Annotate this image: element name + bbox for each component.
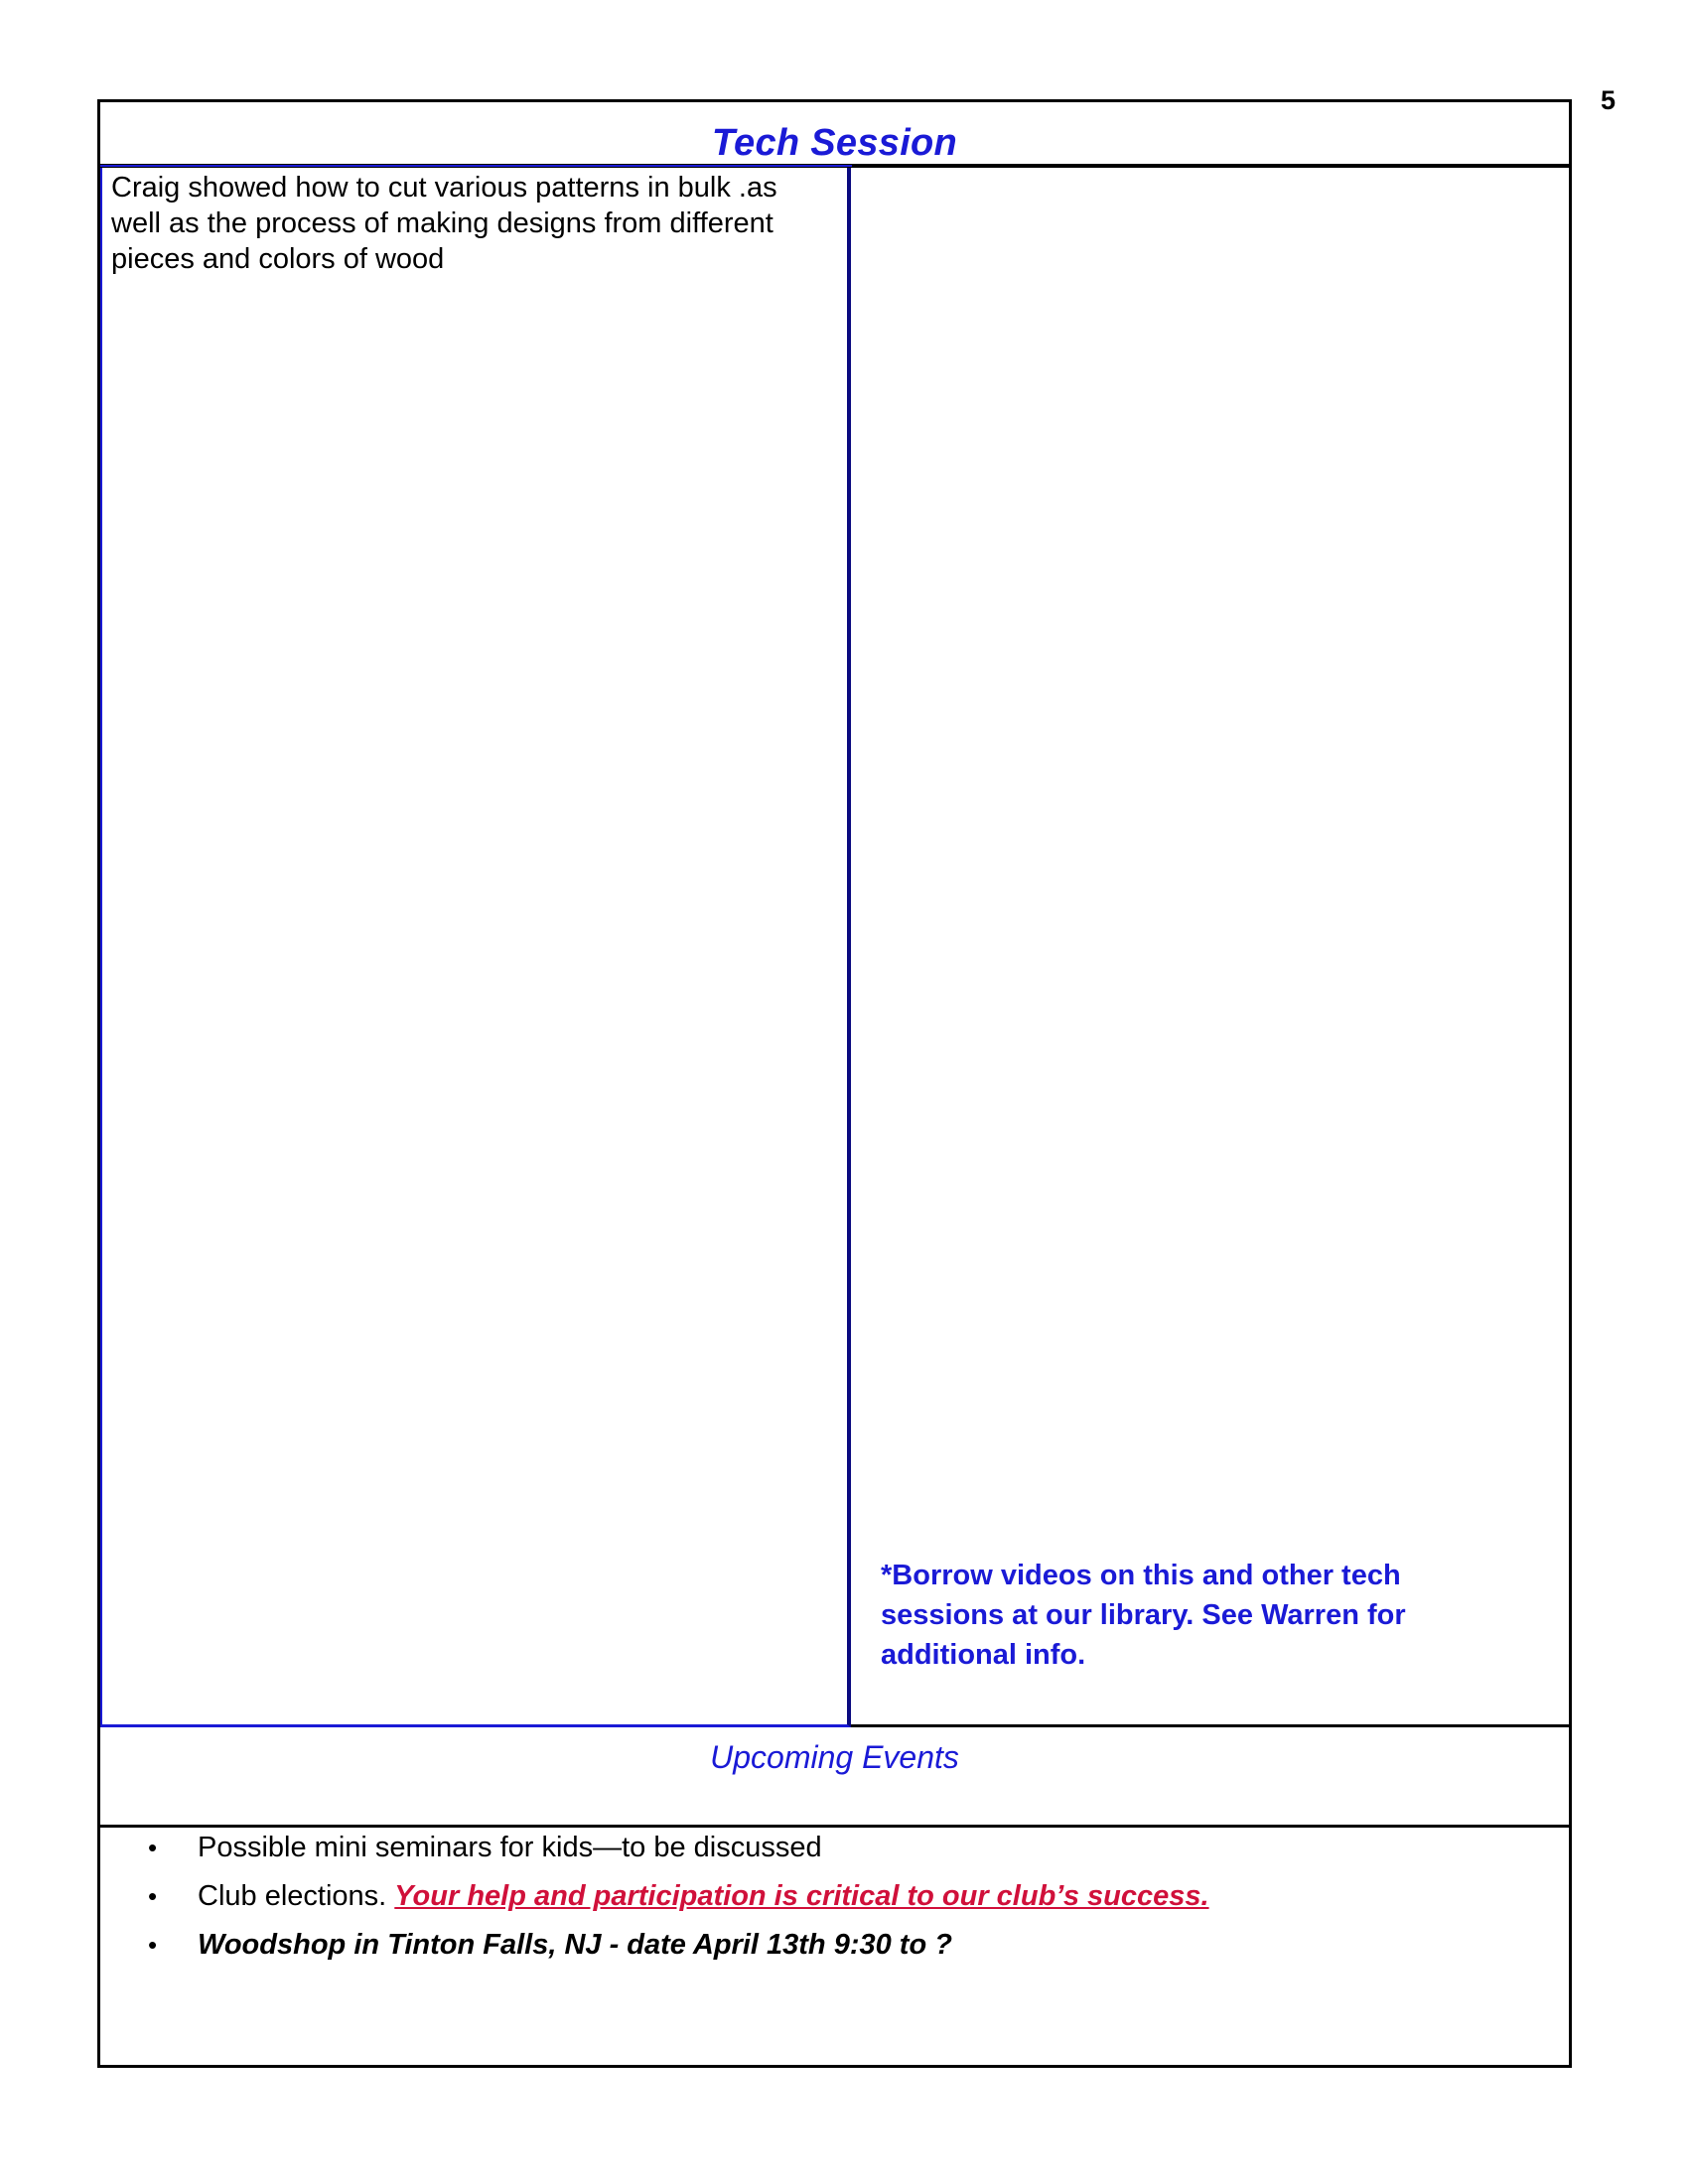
bullet-icon: • <box>148 1833 158 1862</box>
page-number: 5 <box>1601 85 1617 115</box>
upcoming-events-list <box>100 1830 1569 1976</box>
tech-session-text-column <box>100 168 851 1727</box>
bullet-icon: • <box>148 1881 158 1911</box>
upcoming-events-header <box>100 1727 1569 1828</box>
upcoming-events-title: Upcoming Events <box>710 1739 959 1775</box>
event-item-woodshop <box>100 1927 1569 1964</box>
tech-session-header <box>100 102 1569 168</box>
event-emphasis-text: Your help and participation is critical to our club’s success. <box>394 1880 1209 1912</box>
event-text: Possible mini seminars for kids—to be discussed <box>198 1832 822 1863</box>
event-text: Club elections. <box>198 1880 395 1912</box>
tech-session-description: Craig showed how to cut various patterns in bulk .as well as the process of making designs from different pieces and colors of wood <box>111 172 777 275</box>
borrow-videos-note: *Borrow videos on this and other tech sessions at our library. See Warren for additional info. <box>881 1560 1406 1671</box>
event-text: Woodshop in Tinton Falls, NJ - date April 13th 9:30 to ? <box>198 1929 952 1961</box>
bullet-icon: • <box>148 1930 158 1960</box>
event-item-mini-seminars <box>100 1830 1569 1866</box>
tech-session-title: Tech Session <box>711 122 958 165</box>
tech-session-image-column <box>851 168 1569 1727</box>
event-item-club-elections <box>100 1878 1569 1915</box>
newsletter-page-frame <box>97 99 1572 2068</box>
title-divider <box>100 165 852 167</box>
